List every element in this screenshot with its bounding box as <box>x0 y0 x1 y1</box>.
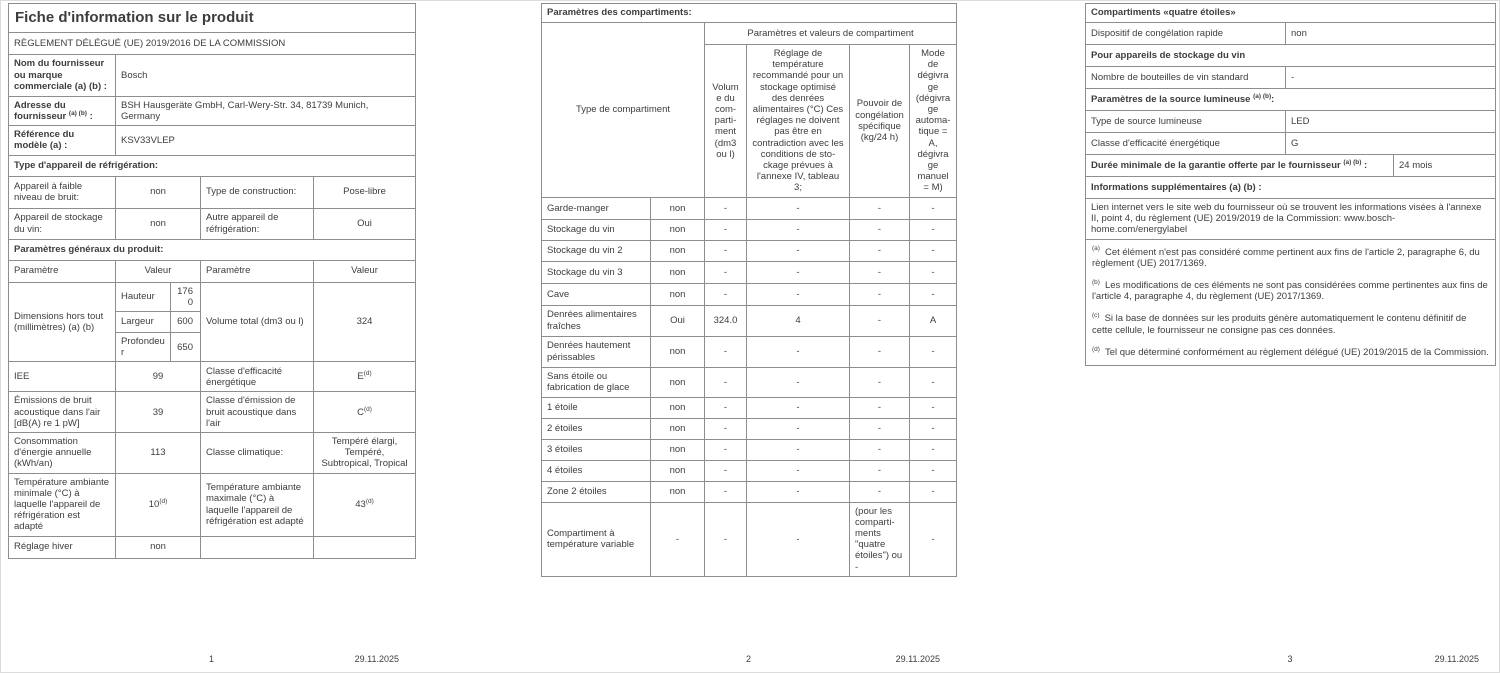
column-header-row <box>9 260 416 282</box>
param-value: 113 <box>116 432 201 473</box>
compartment-defrost: - <box>910 336 957 367</box>
param-label: Consommation d'énergie annuelle (kWh/an) <box>9 432 116 473</box>
compartment-defrost: - <box>910 502 957 576</box>
footnote-a: $^{(a)}$ Cet élément n'est pas considéré comme pertinent aux fins de l'article 2, paragraphe 6, du règlement (UE) 2017/1369. <box>1092 245 1480 269</box>
compartment-volume: - <box>705 418 747 439</box>
print-date: 29.11.2025 <box>895 654 940 664</box>
compartment-defrost: - <box>910 283 957 305</box>
param-value: 99 <box>116 362 201 392</box>
supplier-address-label: Adresse du fournisseur $^{(a) (b)}$ : <box>9 96 116 125</box>
compartment-row <box>542 336 957 367</box>
compartment-present: non <box>651 261 705 283</box>
compartment-present: non <box>651 219 705 240</box>
compartment-volume: - <box>705 219 747 240</box>
param-value: G <box>1286 133 1496 155</box>
footnote-c: $^{(c)}$ Si la base de données sur les produits génère automatiquement le contenu définitif de cette cellule, le fournisseur ne consigne pas ces données. <box>1092 312 1467 336</box>
compartment-volume: - <box>705 367 747 397</box>
compartment-freeze: - <box>850 336 910 367</box>
supplier-website-text: Lien internet vers le site web du fournisseur où se trouvent les informations visées à l'annexe II, point 4, du règlement (UE) 2019/2019 de la Commission: www.bosch-home.com/energylabel <box>1086 199 1496 240</box>
warranty-row <box>1086 155 1496 177</box>
dimensions-row <box>9 282 416 311</box>
compartment-row <box>542 418 957 439</box>
wine-section-header: Pour appareils de stockage du vin <box>1086 45 1496 67</box>
param-value: non <box>116 208 201 239</box>
general-row <box>9 536 416 558</box>
column-header: Paramètre <box>201 260 314 282</box>
type-row <box>9 176 416 208</box>
details-table <box>1085 3 1496 366</box>
footnotes-row <box>1086 239 1496 365</box>
column-header-volume: Volume du compartiment (dm3 ou l) <box>705 45 747 198</box>
param-label <box>201 536 314 558</box>
compartment-volume: - <box>705 261 747 283</box>
compartment-volume: - <box>705 283 747 305</box>
page-number: 1 <box>208 654 214 664</box>
compartment-type: Compartiment à température variable <box>542 502 651 576</box>
model-value: KSV33VLEP <box>116 126 416 155</box>
title-row <box>9 4 416 33</box>
compartment-defrost: - <box>910 460 957 481</box>
page-2-footer <box>541 654 956 667</box>
compartment-present: non <box>651 397 705 418</box>
detail-row <box>1086 111 1496 133</box>
compartment-temp: - <box>747 336 850 367</box>
section-header-row <box>9 155 416 176</box>
param-label: Classe d'émission de bruit acoustique dans l'air <box>201 392 314 433</box>
compartment-freeze: - <box>850 283 910 305</box>
compartment-type: Zone 2 étoiles <box>542 481 651 502</box>
compartment-freeze: - <box>850 367 910 397</box>
compartment-type: Stockage du vin <box>542 219 651 240</box>
compartment-defrost: - <box>910 481 957 502</box>
compartment-row <box>542 460 957 481</box>
supplier-name-row <box>9 54 416 96</box>
param-label: Dispositif de congélation rapide <box>1086 23 1286 45</box>
column-header-temperature: Réglage de température recommandé pour un stockage optimisé des denrées alimentaires (°C) Ces réglages ne doivent pas être en contradiction avec les conditions de stockage prévues à l'annexe IV, tableau 3; <box>747 45 850 198</box>
general-row <box>9 473 416 536</box>
compartment-freeze: - <box>850 439 910 460</box>
compartment-present: non <box>651 439 705 460</box>
compartment-present: non <box>651 240 705 261</box>
footnote-d: $^{(d)}$ Tel que déterminé conformément au règlement délégué (UE) 2019/2015 de la Commission. <box>1092 345 1489 358</box>
page-3-footer <box>1085 654 1495 667</box>
param-label: Autre appareil de réfrigération: <box>201 208 314 239</box>
page-number: 2 <box>745 654 751 664</box>
section-header-row <box>1086 177 1496 199</box>
model-label: Référence du modèle (a) : <box>9 126 116 155</box>
page-1-product-sheet <box>8 3 415 559</box>
footnote-marker: (a) (b) <box>1343 158 1362 166</box>
compartment-row <box>542 197 957 219</box>
column-header: Valeur <box>314 260 416 282</box>
param-label: Classe d'efficacité énergétique <box>201 362 314 392</box>
supplier-address-row <box>9 96 416 125</box>
compartment-freeze: - <box>850 397 910 418</box>
compartment-temp: - <box>747 283 850 305</box>
compartment-defrost: - <box>910 219 957 240</box>
compartment-freeze: - <box>850 240 910 261</box>
param-label: Type de construction: <box>201 176 314 208</box>
compartment-temp: - <box>747 397 850 418</box>
compartment-volume: - <box>705 336 747 367</box>
general-row <box>9 432 416 473</box>
footnote-marker: (c) <box>1092 312 1100 320</box>
footnote-marker: (a) (b) <box>68 109 87 117</box>
regulation-subtitle: RÈGLEMENT DÉLÉGUÉ (UE) 2019/2016 DE LA COMMISSION <box>9 32 416 54</box>
param-value: non <box>116 536 201 558</box>
page-3-details <box>1085 3 1495 366</box>
compartment-temp: - <box>747 261 850 283</box>
compartment-temp: - <box>747 219 850 240</box>
compartment-row <box>542 283 957 305</box>
compartment-type: Denrées hautement périssables <box>542 336 651 367</box>
compartment-row <box>542 240 957 261</box>
compartment-present: non <box>651 283 705 305</box>
compartment-freeze: (pour les compartiments "quatre étoiles") ou - <box>850 502 910 576</box>
section-header-row <box>9 239 416 260</box>
dimension-name: Profondeur <box>116 332 171 361</box>
compartment-type: Denrées alimentaires fraîches <box>542 305 651 336</box>
supplier-address-value: BSH Hausgeräte GmbH, Carl-Wery-Str. 34, 81739 Munich, Germany <box>116 96 416 125</box>
footnote-marker: (d) <box>363 370 372 378</box>
section-header-row <box>1086 45 1496 67</box>
compartment-temp: - <box>747 481 850 502</box>
compartment-volume: - <box>705 197 747 219</box>
compartment-row <box>542 305 957 336</box>
compartment-defrost: - <box>910 367 957 397</box>
compartment-type: 1 étoile <box>542 397 651 418</box>
compartment-type: Cave <box>542 283 651 305</box>
dimension-name: Largeur <box>116 311 171 332</box>
compartments-table <box>541 3 957 577</box>
footnote-b: $^{(b)}$ Les modifications de ces éléments ne sont pas considérées comme pertinentes aux fins de l'article 4, paragraphe 4, du règlement (UE) 2017/1369. <box>1092 278 1488 303</box>
compartment-type: 4 étoiles <box>542 460 651 481</box>
type-row <box>9 208 416 239</box>
section-header-row <box>542 4 957 23</box>
column-header-freezing: Pouvoir de congélation spécifique (kg/24 h) <box>850 45 910 198</box>
compartment-freeze: - <box>850 418 910 439</box>
compartment-type: Garde-manger <box>542 197 651 219</box>
param-label: Émissions de bruit acoustique dans l'air [dB(A) re 1 pW] <box>9 392 116 433</box>
compartment-freeze: - <box>850 460 910 481</box>
supplier-name-value: Bosch <box>116 54 416 96</box>
page-1-footer <box>8 654 415 667</box>
page-title: Fiche d'information sur le produit <box>9 4 416 33</box>
compartment-row <box>542 397 957 418</box>
regulation-row <box>9 32 416 54</box>
compartment-volume: - <box>705 481 747 502</box>
compartment-defrost: - <box>910 397 957 418</box>
compartment-defrost: - <box>910 418 957 439</box>
compartment-row <box>542 219 957 240</box>
compartment-type: Sans étoile ou fabrication de glace <box>542 367 651 397</box>
volume-total-label: Volume total (dm3 ou l) <box>201 282 314 362</box>
compartments-section-header: Paramètres des compartiments: <box>542 4 957 23</box>
group-header: Paramètres et valeurs de compartiment <box>705 23 957 45</box>
dimension-value: 1760 <box>171 282 201 311</box>
warranty-label: Durée minimale de la garantie offerte par le fournisseur $^{(a) (b)}$ : <box>1086 155 1394 177</box>
compartment-freeze: - <box>850 305 910 336</box>
compartment-present: non <box>651 460 705 481</box>
param-value: $C^{(d)}$ <box>314 392 416 433</box>
compartment-row <box>542 481 957 502</box>
light-source-section-header: Paramètres de la source lumineuse $^{(a) (b)}$: <box>1086 89 1496 111</box>
param-label: Appareil de stockage du vin: <box>9 208 116 239</box>
compartment-defrost: - <box>910 261 957 283</box>
volume-total-value: 324 <box>314 282 416 362</box>
type-column-header: Type de compartiment <box>542 23 705 198</box>
compartment-defrost: - <box>910 197 957 219</box>
compartment-temp: - <box>747 197 850 219</box>
param-value: $E^{(d)}$ <box>314 362 416 392</box>
additional-info-header: Informations supplémentaires (a) (b) : <box>1086 177 1496 199</box>
four-star-section-header: Compartiments «quatre étoiles» <box>1086 4 1496 23</box>
param-value: Oui <box>314 208 416 239</box>
param-label: Appareil à faible niveau de bruit: <box>9 176 116 208</box>
dimension-value: 650 <box>171 332 201 361</box>
compartment-temp: - <box>747 460 850 481</box>
warranty-value: 24 mois <box>1394 155 1496 177</box>
param-value: LED <box>1286 111 1496 133</box>
general-row <box>9 392 416 433</box>
dimensions-label: Dimensions hors tout (millimètres) (a) (b) <box>9 282 116 362</box>
param-value: Tempéré élargi, Tempéré, Subtropical, Tropical <box>314 432 416 473</box>
dimension-value: 600 <box>171 311 201 332</box>
general-section-header: Paramètres généraux du produit: <box>9 239 416 260</box>
group-header-row <box>542 23 957 45</box>
compartment-volume: - <box>705 460 747 481</box>
compartment-present: non <box>651 418 705 439</box>
compartment-defrost: - <box>910 240 957 261</box>
section-header-row <box>1086 4 1496 23</box>
param-value: 43$^{(d)}$ <box>314 473 416 536</box>
param-value: non <box>1286 23 1496 45</box>
param-value: Pose-libre <box>314 176 416 208</box>
compartment-present: Oui <box>651 305 705 336</box>
compartment-freeze: - <box>850 261 910 283</box>
compartment-volume: - <box>705 397 747 418</box>
footnote-marker: (d) <box>363 405 372 413</box>
param-value <box>314 536 416 558</box>
param-label: Température ambiante minimale (°C) à laquelle l'appareil de réfrigération est adapté <box>9 473 116 536</box>
footnote-marker: (a) (b) <box>1253 92 1272 100</box>
compartment-type: Stockage du vin 2 <box>542 240 651 261</box>
compartment-type: 2 étoiles <box>542 418 651 439</box>
param-label: Nombre de bouteilles de vin standard <box>1086 67 1286 89</box>
model-row <box>9 126 416 155</box>
compartment-freeze: - <box>850 481 910 502</box>
footnotes-cell <box>1086 239 1496 365</box>
compartment-volume: 324.0 <box>705 305 747 336</box>
compartment-freeze: - <box>850 197 910 219</box>
compartment-volume: - <box>705 502 747 576</box>
compartment-present: non <box>651 481 705 502</box>
param-label: Classe d'efficacité énergétique <box>1086 133 1286 155</box>
compartment-temp: - <box>747 240 850 261</box>
compartment-row <box>542 367 957 397</box>
param-label: IEE <box>9 362 116 392</box>
compartment-row <box>542 261 957 283</box>
print-date: 29.11.2025 <box>354 654 399 664</box>
compartment-type: 3 étoiles <box>542 439 651 460</box>
compartment-temp: 4 <box>747 305 850 336</box>
section-header-row <box>1086 89 1496 111</box>
param-value: 10$^{(d)}$ <box>116 473 201 536</box>
param-label: Type de source lumineuse <box>1086 111 1286 133</box>
compartment-present: non <box>651 197 705 219</box>
compartment-temp: - <box>747 439 850 460</box>
dimension-name: Hauteur <box>116 282 171 311</box>
compartment-row <box>542 502 957 576</box>
detail-row <box>1086 133 1496 155</box>
compartment-volume: - <box>705 439 747 460</box>
compartment-row <box>542 439 957 460</box>
print-date: 29.11.2025 <box>1434 654 1479 664</box>
detail-row <box>1086 67 1496 89</box>
column-header-defrost: Mode de dégivrage (dégivrage automatique = A, dégivrage manuel = M) <box>910 45 957 198</box>
page-number: 3 <box>1287 654 1293 664</box>
param-label: Classe climatique: <box>201 432 314 473</box>
footnote-marker: (d) <box>159 497 168 505</box>
general-row <box>9 362 416 392</box>
compartment-type: Stockage du vin 3 <box>542 261 651 283</box>
param-value: 39 <box>116 392 201 433</box>
compartment-temp: - <box>747 418 850 439</box>
compartment-present: non <box>651 336 705 367</box>
compartment-present: - <box>651 502 705 576</box>
product-info-table <box>8 3 416 559</box>
compartment-present: non <box>651 367 705 397</box>
column-header: Valeur <box>116 260 201 282</box>
supplier-link-row <box>1086 199 1496 240</box>
param-label: Réglage hiver <box>9 536 116 558</box>
footnote-marker: (a) <box>1092 245 1100 253</box>
compartment-volume: - <box>705 240 747 261</box>
footnote-marker: (d) <box>1092 345 1100 353</box>
column-header: Paramètre <box>9 260 116 282</box>
footnote-marker: (b) <box>1092 278 1100 286</box>
footnote-marker: (d) <box>365 497 374 505</box>
page-2-compartments <box>541 3 956 577</box>
compartment-temp: - <box>747 502 850 576</box>
param-label: Température ambiante maximale (°C) à laquelle l'appareil de réfrigération est adapté <box>201 473 314 536</box>
param-value: - <box>1286 67 1496 89</box>
detail-row <box>1086 23 1496 45</box>
compartment-freeze: - <box>850 219 910 240</box>
compartment-defrost: - <box>910 439 957 460</box>
param-value: non <box>116 176 201 208</box>
type-section-header: Type d'appareil de réfrigération: <box>9 155 416 176</box>
compartment-temp: - <box>747 367 850 397</box>
supplier-name-label: Nom du fournisseur ou marque commerciale (a) (b) : <box>9 54 116 96</box>
compartment-defrost: A <box>910 305 957 336</box>
